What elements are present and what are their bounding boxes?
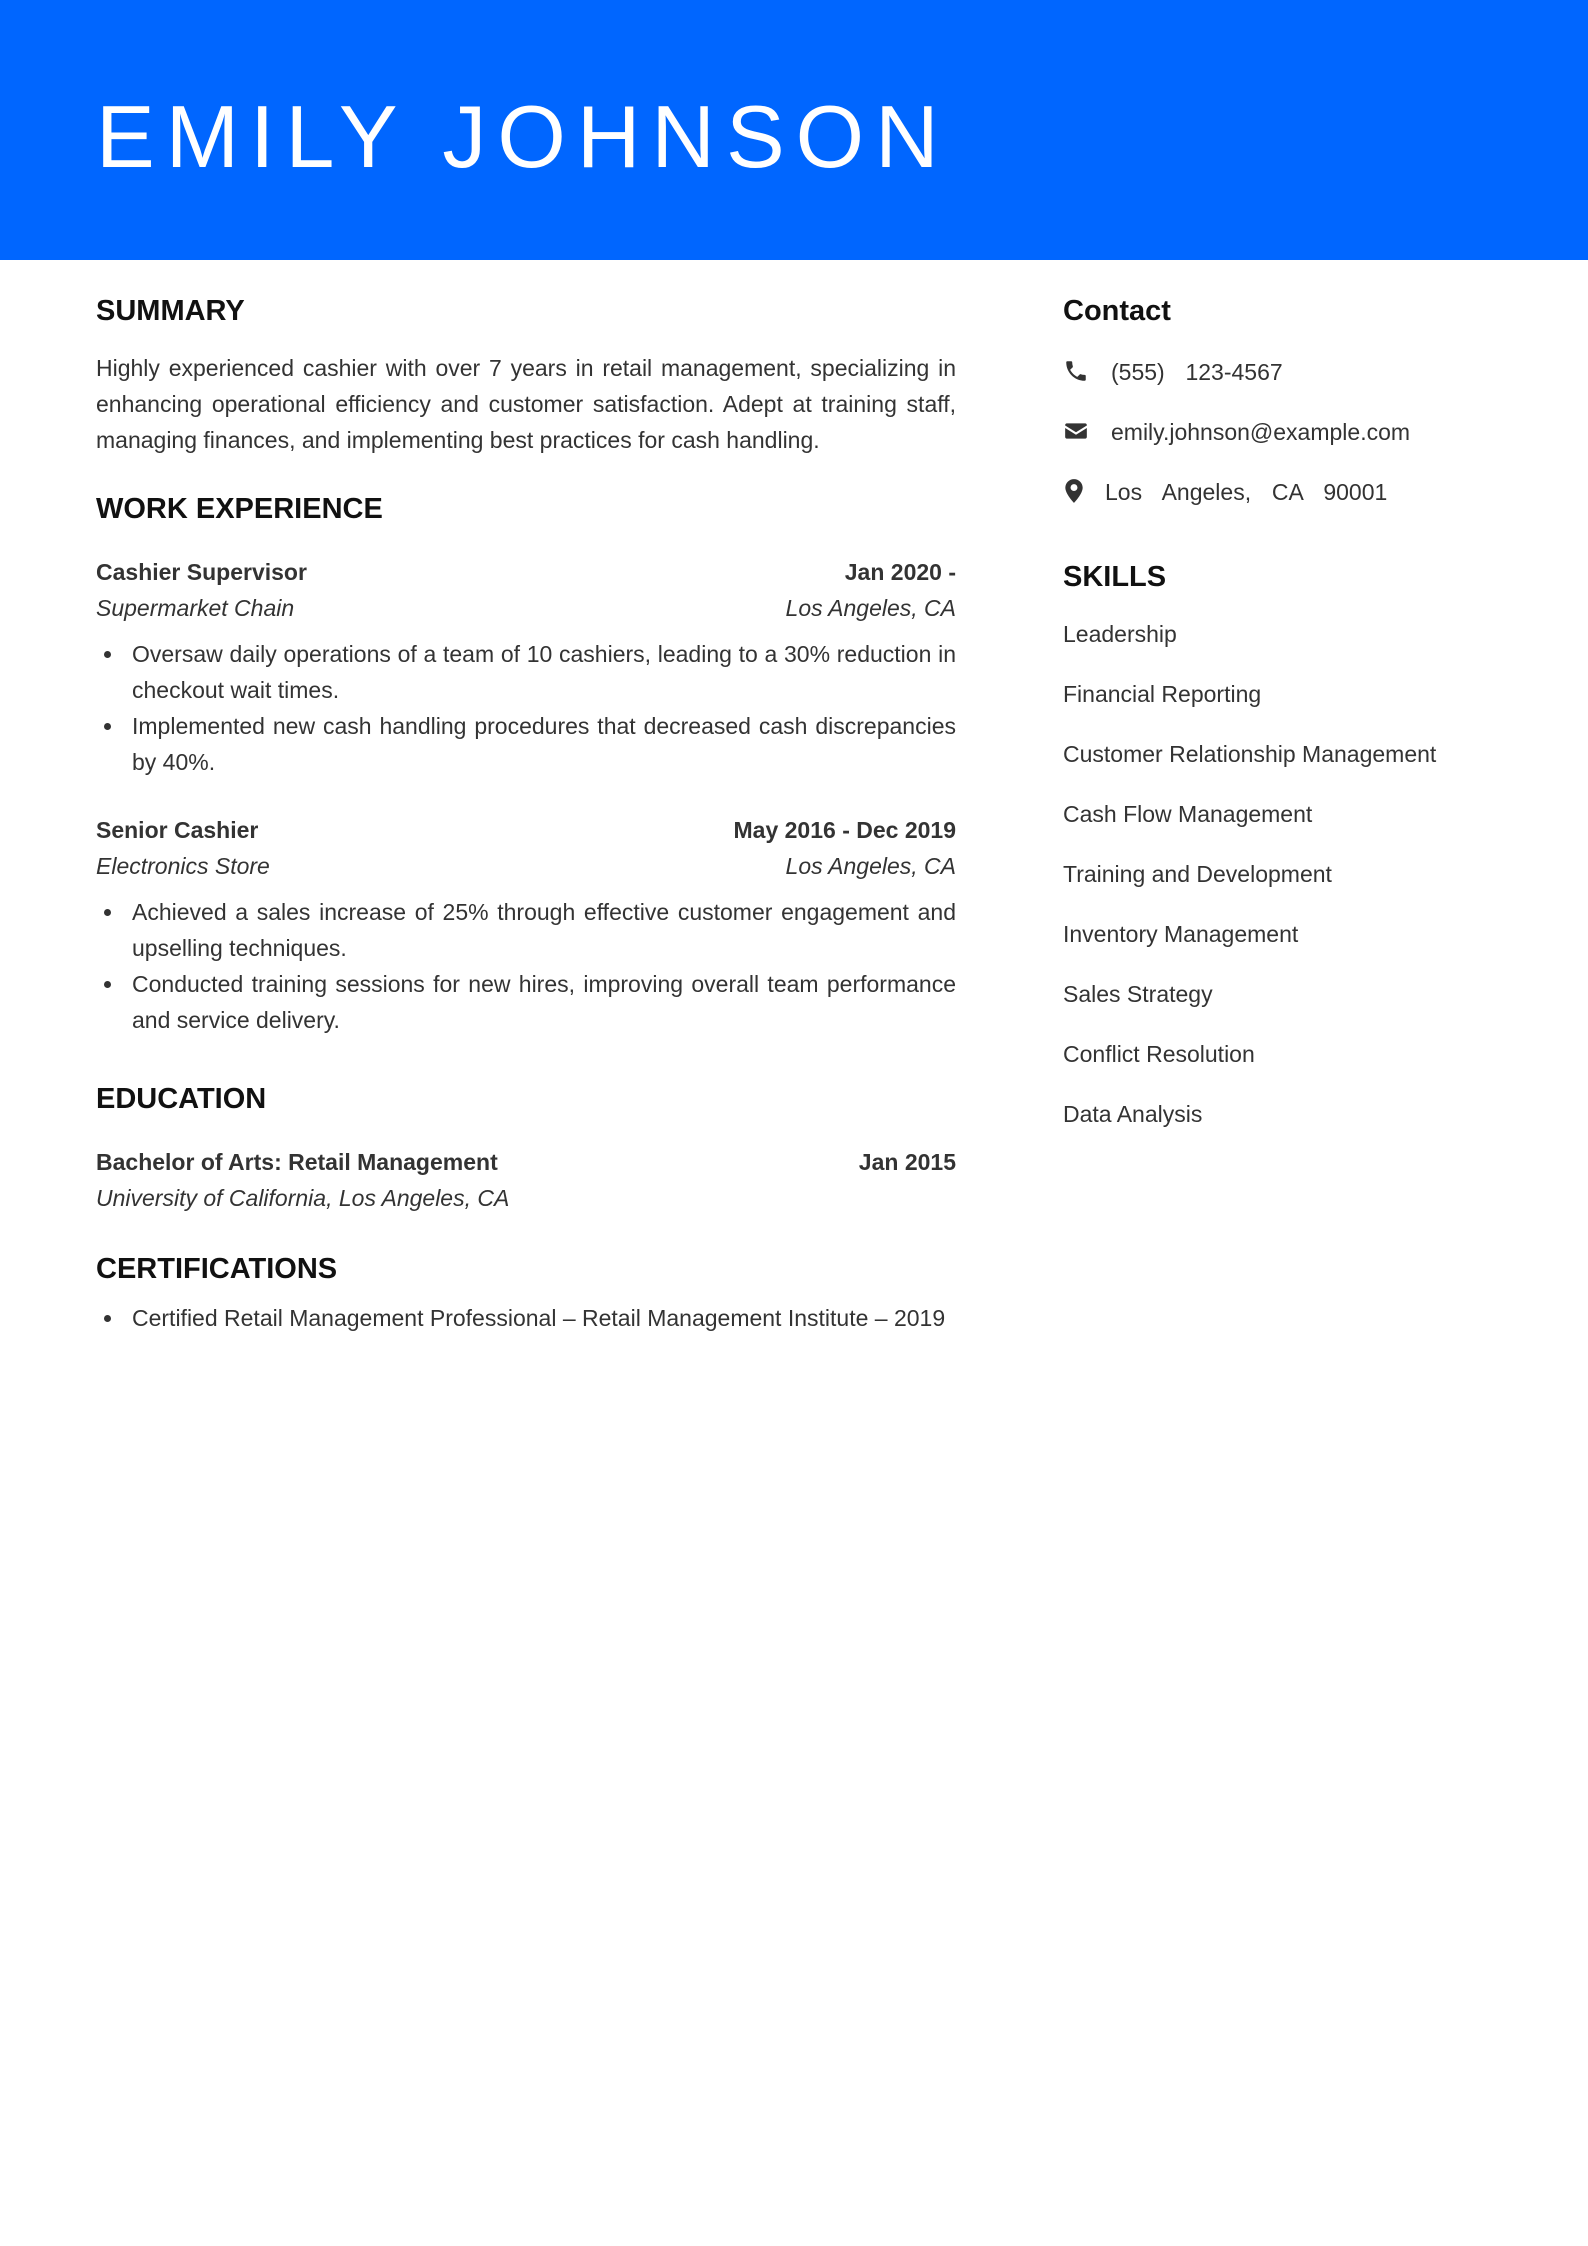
map-marker-icon bbox=[1063, 478, 1085, 506]
job-dates: Jan 2020 - bbox=[844, 559, 956, 585]
education-school-row bbox=[96, 1180, 956, 1216]
summary-text: Highly experienced cashier with over 7 years in retail management, specializing in enhancing operational efficiency and customer satisfaction. Adept at training staff, managing finances, and implementing best practices for cash handling. bbox=[96, 355, 956, 453]
header-band bbox=[0, 0, 1588, 260]
job-location: Los Angeles, CA bbox=[785, 853, 956, 879]
bullet-dot bbox=[104, 909, 111, 916]
bullet-item bbox=[96, 708, 956, 780]
skills-list bbox=[1063, 616, 1523, 1132]
envelope-icon bbox=[1063, 418, 1091, 446]
education-entry bbox=[96, 1144, 956, 1216]
bullet-dot bbox=[104, 1315, 111, 1322]
skill-item: Leadership bbox=[1063, 621, 1177, 647]
job-company: Electronics Store bbox=[96, 853, 270, 879]
skill-item: Data Analysis bbox=[1063, 1101, 1203, 1127]
job-header-row bbox=[96, 554, 956, 590]
certifications-section bbox=[96, 1248, 956, 1336]
skill-item: Financial Reporting bbox=[1063, 681, 1262, 707]
main-column bbox=[96, 290, 956, 1336]
bullet-dot bbox=[104, 723, 111, 730]
contact-phone-text[interactable]: (555) 123-4567 bbox=[1111, 358, 1283, 385]
certification-text: Certified Retail Management Professional – Retail Management Institute – 2019 bbox=[132, 1305, 946, 1331]
skills-heading: SKILLS bbox=[1063, 561, 1167, 593]
job-location: Los Angeles, CA bbox=[785, 595, 956, 621]
education-section bbox=[96, 1078, 956, 1216]
job-title: Cashier Supervisor bbox=[96, 559, 307, 585]
bullet-item bbox=[96, 894, 956, 966]
job-entry bbox=[96, 812, 956, 1038]
skill-item: Training and Development bbox=[1063, 861, 1332, 887]
contact-location bbox=[1063, 474, 1523, 510]
job-title: Senior Cashier bbox=[96, 817, 259, 843]
bullet-item bbox=[96, 636, 956, 708]
skill-item: Sales Strategy bbox=[1063, 981, 1213, 1007]
skill-item: Inventory Management bbox=[1063, 921, 1299, 947]
bullet-text: Oversaw daily operations of a team of 10 cashiers, leading to a 30% reduction in checkout wait times. bbox=[132, 641, 956, 703]
job-company: Supermarket Chain bbox=[96, 595, 295, 621]
bullet-dot bbox=[104, 651, 111, 658]
certifications-list bbox=[96, 1300, 956, 1336]
candidate-name: EMILY JOHNSON bbox=[96, 87, 950, 186]
certifications-heading: CERTIFICATIONS bbox=[96, 1253, 338, 1285]
education-degree: Bachelor of Arts: Retail Management bbox=[96, 1149, 498, 1175]
summary-heading: SUMMARY bbox=[96, 295, 245, 327]
job-subheader-row bbox=[96, 848, 956, 884]
job-bullets bbox=[96, 894, 956, 1038]
sidebar-column bbox=[1063, 290, 1523, 1156]
bullet-text: Achieved a sales increase of 25% through effective customer engagement and upselling techniques. bbox=[132, 899, 956, 961]
bullet-item bbox=[96, 966, 956, 1038]
skill-item: Conflict Resolution bbox=[1063, 1041, 1255, 1067]
contact-location-text: Los Angeles, CA 90001 bbox=[1105, 478, 1388, 505]
map-marker-icon-svg bbox=[1063, 478, 1085, 504]
education-heading: EDUCATION bbox=[96, 1083, 267, 1115]
work-experience-section bbox=[96, 488, 956, 1038]
contact-heading: Contact bbox=[1063, 295, 1171, 327]
certification-item bbox=[96, 1300, 956, 1336]
contact-email bbox=[1063, 414, 1523, 450]
contact-email-text[interactable]: emily.johnson@example.com bbox=[1111, 418, 1411, 445]
job-entry bbox=[96, 554, 956, 780]
work-experience-heading: WORK EXPERIENCE bbox=[96, 493, 383, 525]
education-header-row bbox=[96, 1144, 956, 1180]
contact-phone bbox=[1063, 354, 1523, 390]
job-dates: May 2016 - Dec 2019 bbox=[733, 817, 956, 843]
skill-item: Customer Relationship Management bbox=[1063, 741, 1437, 767]
education-school: University of California, Los Angeles, CA bbox=[96, 1185, 510, 1211]
skill-item: Cash Flow Management bbox=[1063, 801, 1313, 827]
job-bullets bbox=[96, 636, 956, 780]
envelope-icon-svg bbox=[1063, 418, 1089, 444]
job-subheader-row bbox=[96, 590, 956, 626]
job-header-row bbox=[96, 812, 956, 848]
bullet-dot bbox=[104, 981, 111, 988]
contact-list bbox=[1063, 354, 1523, 510]
phone-icon bbox=[1063, 358, 1091, 386]
bullet-text: Conducted training sessions for new hires, improving overall team performance and service delivery. bbox=[132, 971, 956, 1033]
bullet-text: Implemented new cash handling procedures that decreased cash discrepancies by 40%. bbox=[132, 713, 956, 775]
education-date: Jan 2015 bbox=[858, 1149, 956, 1175]
summary-section bbox=[96, 290, 956, 458]
phone-icon-svg bbox=[1063, 358, 1089, 384]
